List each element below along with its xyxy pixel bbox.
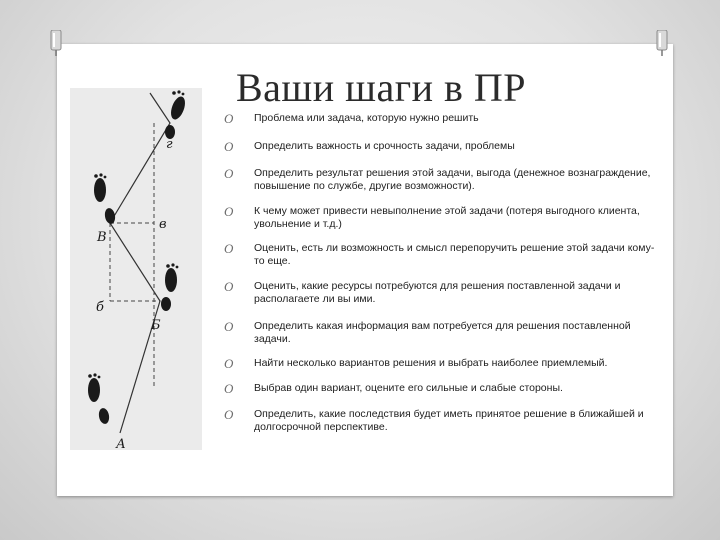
step-text: Определить важность и срочность задачи, проблемы (254, 140, 515, 152)
bullet-icon: O (224, 166, 234, 181)
slide-title: Ваши шаги в ПР (236, 65, 527, 110)
label-b-left: б (96, 300, 104, 315)
bullet-icon: O (224, 204, 234, 219)
bullet-icon: O (224, 356, 234, 371)
label-b-right: Б (151, 318, 161, 333)
footsteps-diagram (70, 88, 202, 450)
step-text: Определить какая информация вам потребуется для решения поставленной задачи. (254, 320, 631, 345)
step-text: Проблема или задача, которую нужно решить (254, 112, 479, 124)
bullet-icon: O (224, 111, 234, 126)
label-v-upper: в (159, 217, 167, 232)
label-v-left: В (97, 230, 107, 245)
step-text: Выбрав один вариант, оцените его сильные и слабые стороны. (254, 382, 563, 394)
bullet-icon: O (224, 319, 234, 334)
pushpin-right-icon (654, 30, 670, 56)
step-text: Оценить, есть ли возможность и смысл перепоручить решение этой задачи кому-то еще. (254, 242, 655, 267)
label-a: А (116, 437, 126, 450)
step-text: Найти несколько вариантов решения и выбрать наиболее приемлемый. (254, 357, 608, 369)
bullet-icon: O (224, 407, 234, 422)
step-text: Оценить, какие ресурсы потребуются для решения поставленной задачи и располагаете ли вы ими. (254, 280, 621, 305)
step-text: Определить, какие последствия будет иметь принятое решение в ближайшей и долгосрочной перспективе. (254, 408, 644, 433)
bullet-icon: O (224, 279, 234, 294)
step-text: К чему может привести невыполнение этой задачи (потеря выгодного клиента, увольнение и т.д.) (254, 205, 640, 230)
step-text: Определить результат решения этой задачи, выгода (денежное вознаграждение, повышение по службе, другие возможности). (254, 167, 651, 192)
bullet-icon: O (224, 241, 234, 256)
bullet-icon: O (224, 381, 234, 396)
pushpin-left-icon (48, 30, 64, 56)
label-g: г (166, 137, 173, 152)
bullet-icon: O (224, 139, 234, 154)
